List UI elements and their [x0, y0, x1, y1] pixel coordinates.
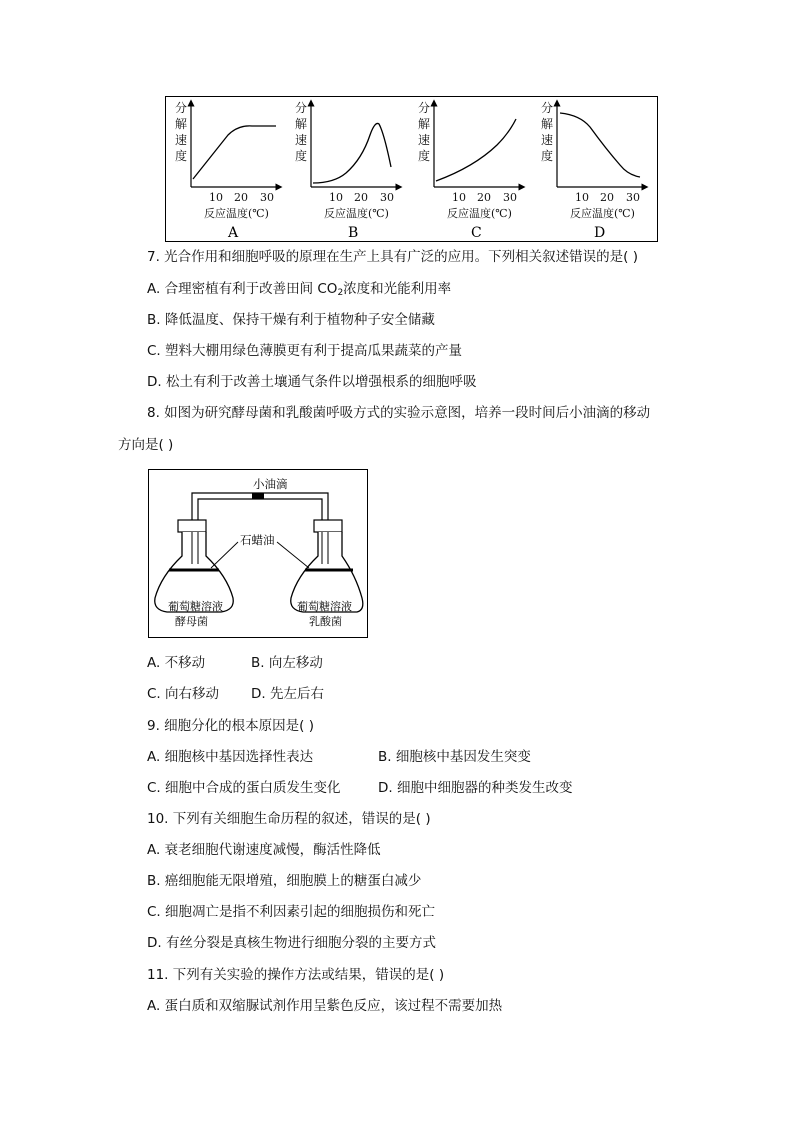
x-axis-label: 反应温度(℃)	[570, 207, 635, 220]
curve-d	[560, 113, 640, 177]
left-organism-label: 酵母菌	[175, 615, 208, 628]
q7-stem: 7. 光合作用和细胞呼吸的原理在生产上具有广泛的应用。下列相关叙述错误的是( )	[147, 249, 638, 265]
q7-option-c: C. 塑料大棚用绿色薄膜更有利于提高瓜果蔬菜的产量	[147, 343, 463, 359]
q9-option-b: B. 细胞核中基因发生突变	[378, 749, 531, 765]
panel-d	[541, 100, 645, 241]
q9-option-a: A. 细胞核中基因选择性表达	[147, 749, 314, 765]
q9-option-d: D. 细胞中细胞器的种类发生改变	[378, 780, 573, 796]
panel-letter: B	[348, 225, 359, 241]
q8-stem-line1: 8. 如图为研究酵母菌和乳酸菌呼吸方式的实验示意图，培养一段时间后小油滴的移动	[147, 405, 651, 421]
axis-label-char: 分	[295, 101, 308, 115]
paraffin-leader-left	[211, 542, 238, 568]
oil-drop	[252, 493, 264, 499]
axis-label-char: 度	[175, 149, 188, 163]
q10-option-b: B. 癌细胞能无限增殖，细胞膜上的糖蛋白减少	[147, 873, 422, 889]
q8-option-c: C. 向右移动	[147, 686, 220, 702]
panel-letter: C	[471, 225, 482, 241]
x-tick: 20	[477, 191, 491, 204]
axis-label-char: 速	[295, 133, 308, 147]
panel-a	[175, 100, 279, 241]
axis-label-char: 度	[541, 149, 554, 163]
paraffin-label: 石蜡油	[240, 533, 275, 547]
q11-stem: 11. 下列有关实验的操作方法或结果，错误的是( )	[147, 967, 445, 983]
q7-option-a-subscript: 2	[337, 288, 344, 298]
q7-option-b: B. 降低温度、保持干燥有利于植物种子安全储藏	[147, 312, 435, 328]
curve-c	[436, 119, 516, 181]
q9-options-row1	[147, 747, 707, 767]
left-stopper	[178, 520, 206, 532]
right-solution-label: 葡萄糖溶液	[297, 600, 352, 613]
axis-label-char: 解	[418, 117, 431, 131]
q8-stem-line2: 方向是( )	[118, 437, 174, 453]
axis-label-char: 解	[175, 117, 188, 131]
x-axis-label: 反应温度(℃)	[447, 207, 512, 220]
panel-letter: A	[228, 225, 239, 241]
axis-label-char: 速	[418, 133, 431, 147]
x-tick: 10	[452, 191, 466, 204]
panel-b	[295, 100, 399, 241]
left-solution-label: 葡萄糖溶液	[168, 600, 223, 613]
q7-option-a-prefix: A. 合理密植有利于改善田间 CO	[147, 281, 338, 297]
axis-label-char: 分	[418, 101, 431, 115]
x-tick: 30	[503, 191, 517, 204]
axis-label-char: 分	[541, 101, 554, 115]
q9-options-row2	[147, 778, 707, 798]
q9-option-c: C. 细胞中合成的蛋白质发生变化	[147, 780, 341, 796]
q10-option-a: A. 衰老细胞代谢速度减慢，酶活性降低	[147, 842, 381, 858]
x-tick: 10	[209, 191, 223, 204]
x-tick: 10	[575, 191, 589, 204]
oil-drop-label: 小油滴	[253, 477, 288, 491]
q10-option-c: C. 细胞凋亡是指不利因素引起的细胞损伤和死亡	[147, 904, 436, 920]
x-axis-label: 反应温度(℃)	[204, 207, 269, 220]
axis-label-char: 分	[175, 101, 188, 115]
x-tick: 20	[600, 191, 614, 204]
x-tick: 30	[626, 191, 640, 204]
temperature-curves-figure	[165, 96, 658, 242]
q7-option-a-suffix: 浓度和光能利用率	[343, 281, 452, 297]
q10-stem: 10. 下列有关细胞生命历程的叙述，错误的是( )	[147, 811, 431, 827]
tube-inner	[198, 499, 322, 520]
q8-options-row2	[147, 684, 707, 704]
curves-svg	[166, 97, 657, 241]
panel-letter: D	[594, 225, 606, 241]
x-tick: 20	[354, 191, 368, 204]
q8-option-b: B. 向左移动	[251, 655, 323, 671]
q8-option-a: A. 不移动	[147, 655, 206, 671]
axis-label-char: 解	[295, 117, 308, 131]
axis-label-char: 解	[541, 117, 554, 131]
axis-label-char: 速	[541, 133, 554, 147]
x-tick: 10	[329, 191, 343, 204]
curve-a	[193, 126, 276, 179]
q8-options-row1	[147, 653, 707, 673]
q10-option-d: D. 有丝分裂是真核生物进行细胞分裂的主要方式	[147, 935, 436, 951]
axis-label-char: 速	[175, 133, 188, 147]
axis-label-char: 度	[418, 149, 431, 163]
right-organism-label: 乳酸菌	[309, 615, 342, 628]
x-tick: 20	[234, 191, 248, 204]
panel-c	[418, 100, 522, 241]
x-axis-label: 反应温度(℃)	[324, 207, 389, 220]
flask-svg	[149, 470, 367, 637]
curve-b	[313, 123, 391, 183]
q7-option-d: D. 松土有利于改善土壤通气条件以增强根系的细胞呼吸	[147, 374, 477, 390]
q11-option-a: A. 蛋白质和双缩脲试剂作用呈紫色反应，该过程不需要加热	[147, 998, 503, 1014]
x-tick: 30	[260, 191, 274, 204]
x-tick: 30	[380, 191, 394, 204]
q7-option-a	[147, 279, 451, 303]
axis-label-char: 度	[295, 149, 308, 163]
flask-apparatus-figure	[148, 469, 368, 638]
q8-option-d: D. 先左后右	[251, 686, 324, 702]
right-stopper	[314, 520, 342, 532]
q9-stem: 9. 细胞分化的根本原因是( )	[147, 718, 314, 734]
paraffin-leader-right	[277, 542, 309, 568]
